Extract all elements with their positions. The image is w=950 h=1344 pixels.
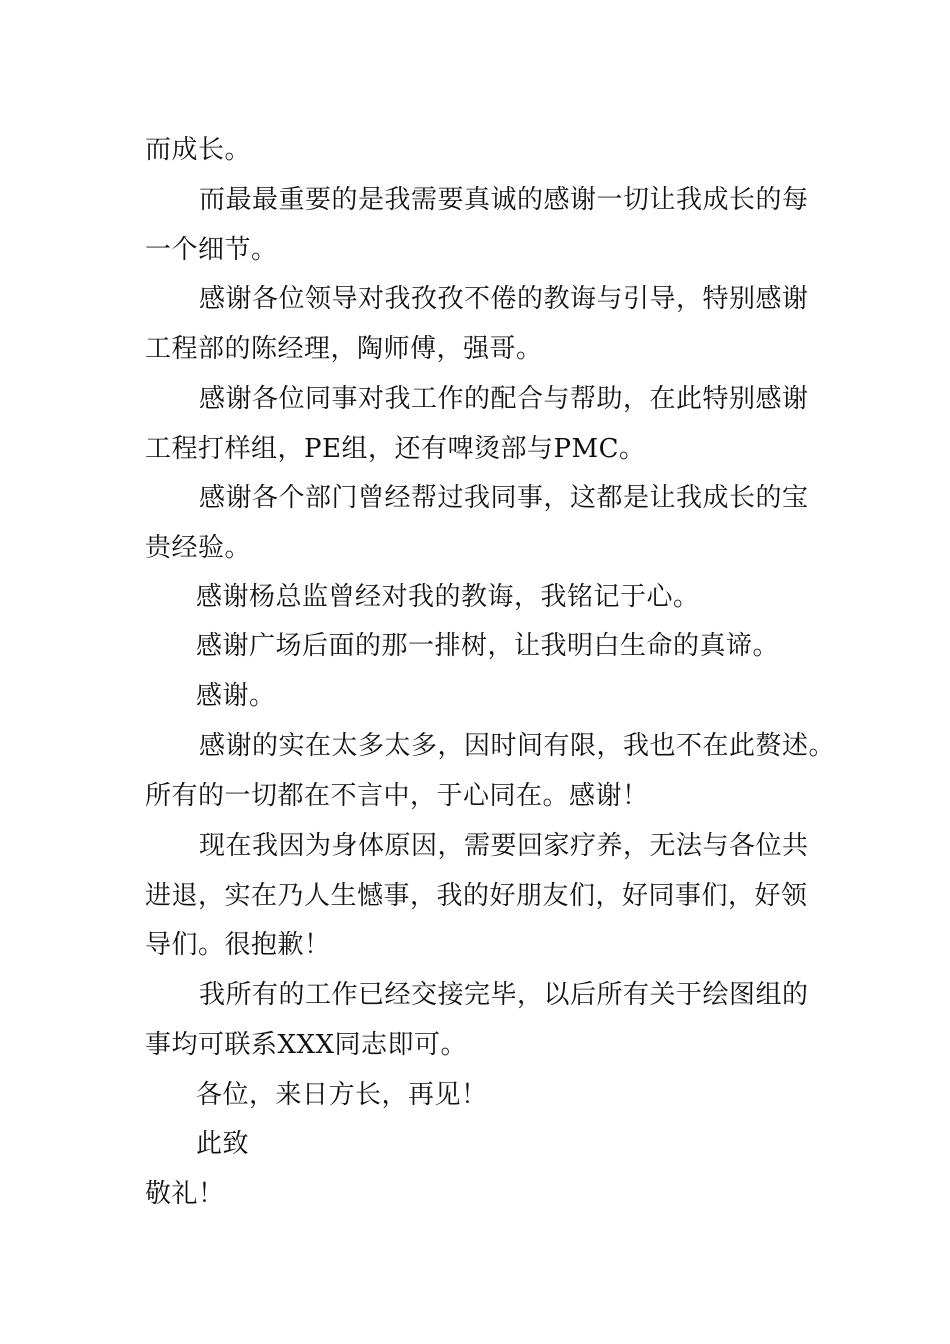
text-line: 进退，实在乃人生憾事，我的好朋友们，好同事们，好领 (145, 881, 808, 911)
text-line: 感谢各位同事对我工作的配合与帮助，在此特别感谢 (199, 384, 809, 414)
text-line: 工程打样组，PE组，还有啤烫部与PMC。 (145, 434, 646, 464)
text-line: 感谢各位领导对我孜孜不倦的教诲与引导，特别感谢 (199, 284, 809, 314)
text-line: 感谢广场后面的那一排树，让我明白生命的真谛。 (196, 631, 780, 661)
text-line: 感谢杨总监曾经对我的教诲，我铭记于心。 (196, 582, 700, 612)
text-line: 现在我因为身体原因，需要回家疗养，无法与各位共 (199, 831, 809, 861)
text-line: 感谢的实在太多太多，因时间有限，我也不在此赘述。 (199, 731, 836, 761)
text-line: 导们。很抱歉！ (145, 930, 331, 960)
text-line: 而成长。 (145, 135, 252, 165)
text-line: 事均可联系XXX同志即可。 (145, 1030, 468, 1060)
text-line: 一个细节。 (145, 235, 278, 265)
text-line: 工程部的陈经理，陶师傅，强哥。 (145, 334, 543, 364)
text-line: 各位，来日方长，再见！ (196, 1080, 488, 1110)
text-line: 感谢各个部门曾经帮过我同事，这都是让我成长的宝 (199, 483, 809, 513)
text-line: 敬礼！ (145, 1179, 225, 1209)
text-line: 此致 (196, 1129, 250, 1159)
text-line: 而最最重要的是我需要真诚的感谢一切让我成长的每 (199, 185, 809, 215)
text-line: 我所有的工作已经交接完毕，以后所有关于绘图组的 (199, 980, 809, 1010)
text-line: 贵经验。 (145, 533, 252, 563)
text-line: 感谢。 (196, 681, 276, 711)
text-line: 所有的一切都在不言中，于心同在。感谢！ (145, 781, 649, 811)
